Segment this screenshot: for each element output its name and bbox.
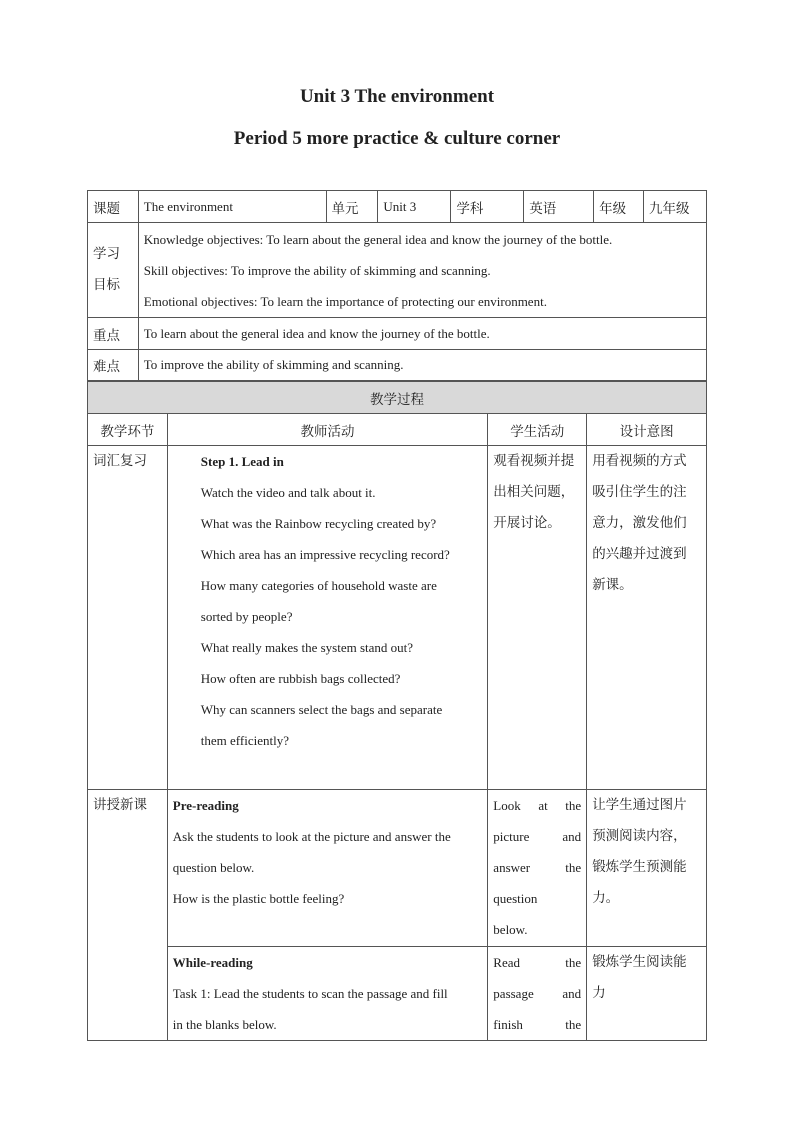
text-line: 开展讨论。 — [493, 515, 561, 531]
text-line — [493, 978, 581, 1009]
teacher-activity-3 — [167, 947, 488, 1041]
text-line: them efficiently? — [200, 733, 289, 748]
stage-vocab-review — [88, 446, 168, 790]
text-line: 的兴趣并过渡到 — [592, 546, 687, 562]
text-line — [493, 914, 581, 945]
page-title: Unit 3 The environment — [299, 86, 495, 107]
page-subtitle: Period 5 more practice & culture corner — [233, 128, 561, 149]
text-line: 预测阅读内容， — [592, 828, 687, 844]
text-line: How is the plastic bottle feeling? — [172, 891, 345, 906]
subject-value: 英语 — [524, 191, 594, 223]
word: Look — [493, 798, 521, 813]
text-line — [493, 883, 581, 914]
text-line: Why can scanners select the bags and separate — [200, 702, 443, 717]
unit-label: 单元 — [326, 191, 378, 223]
design-intent-2 — [587, 790, 707, 947]
process-table — [87, 381, 707, 1041]
student-activity-2 — [488, 790, 587, 947]
difficulty-value: To improve the ability of skimming and scanning. — [138, 350, 706, 381]
text-line: What really makes the system stand out? — [200, 640, 414, 655]
word: and — [562, 986, 582, 1001]
word: the — [565, 798, 582, 813]
objectives-label-line1: 学习 — [93, 246, 120, 262]
text-line: in the blanks below. — [172, 1017, 277, 1032]
teacher-activity-2 — [167, 790, 488, 947]
step-title: Step 1. Lead in — [200, 454, 284, 469]
text-line: 锻炼学生阅读能 — [592, 954, 687, 970]
word: picture — [493, 829, 530, 844]
text-line: Task 1: Lead the students to scan the passage and fill — [172, 986, 448, 1001]
topic-value: The environment — [138, 191, 326, 223]
word: at — [538, 798, 548, 813]
word: below. — [493, 922, 528, 937]
design-intent-1 — [587, 446, 707, 790]
unit-value: Unit 3 — [378, 191, 451, 223]
skill-objective: Skill objectives: To improve the ability of skimming and scanning. — [143, 262, 491, 278]
text-line: 力。 — [592, 890, 620, 906]
text-line — [493, 790, 581, 821]
text-line — [493, 947, 581, 978]
stage-label: 词汇复习 — [93, 453, 147, 469]
text-line: Watch the video and talk about it. — [200, 485, 376, 500]
column-stage: 教学环节 — [88, 414, 168, 446]
text-line: 力 — [592, 985, 606, 1001]
text-line: Which area has an impressive recycling record? — [200, 547, 450, 562]
text-line: 锻炼学生预测能 — [592, 859, 687, 875]
topic-label: 课题 — [88, 191, 139, 223]
text-line: 吸引住学生的注 — [592, 484, 687, 500]
text-line: How many categories of household waste are — [200, 578, 437, 593]
student-lines — [493, 446, 581, 539]
text-line: What was the Rainbow recycling created by? — [200, 516, 437, 531]
emotional-objective: Emotional objectives: To learn the importance of protecting our environment. — [143, 293, 547, 309]
grade-value: 九年级 — [644, 191, 707, 223]
text-line: 意力，激发他们 — [592, 515, 687, 531]
student-activity-3 — [488, 947, 587, 1041]
design-lines — [592, 947, 701, 1009]
objectives-label — [88, 223, 139, 318]
text-line: 用看视频的方式 — [592, 453, 687, 469]
key-point-label: 重点 — [88, 318, 139, 350]
text-line: 观看视频并提 — [493, 453, 575, 469]
word: the — [565, 955, 582, 970]
design-intent-3 — [587, 947, 707, 1041]
design-lines — [592, 790, 701, 914]
stage-new-lesson — [88, 790, 168, 1041]
stage-label: 讲授新课 — [93, 797, 147, 813]
text-line — [493, 852, 581, 883]
word: question — [493, 891, 538, 906]
text-line: Ask the students to look at the picture and answer the — [172, 829, 451, 844]
text-line: 出相关问题， — [493, 484, 575, 500]
teacher-lines — [201, 477, 483, 756]
word: the — [565, 860, 582, 875]
text-line: 让学生通过图片 — [592, 797, 687, 813]
text-line: question below. — [172, 860, 255, 875]
word: Read — [493, 955, 521, 970]
design-lines — [592, 446, 701, 601]
process-heading: 教学过程 — [88, 382, 707, 414]
objectives-content — [138, 223, 706, 318]
info-table — [87, 190, 707, 381]
text-line: How often are rubbish bags collected? — [200, 671, 401, 686]
column-student: 学生活动 — [488, 414, 587, 446]
word: finish — [493, 1017, 523, 1032]
column-teacher: 教师活动 — [167, 414, 488, 446]
objectives-label-line2: 目标 — [93, 277, 120, 293]
text-line — [493, 821, 581, 852]
knowledge-objective: Knowledge objectives: To learn about the general idea and know the journey of the bottle. — [143, 231, 613, 247]
key-point-value: To learn about the general idea and know the journey of the bottle. — [138, 318, 706, 350]
word: passage — [493, 986, 534, 1001]
text-line: sorted by people? — [200, 609, 293, 624]
word: answer — [493, 860, 531, 875]
student-lines — [493, 947, 581, 1040]
student-activity-1 — [488, 446, 587, 790]
difficulty-label: 难点 — [88, 350, 139, 381]
column-design: 设计意图 — [587, 414, 707, 446]
subject-label: 学科 — [451, 191, 524, 223]
teacher-activity-1 — [167, 446, 488, 790]
word: and — [562, 829, 582, 844]
teacher-lines — [173, 821, 483, 914]
word: the — [565, 1017, 582, 1032]
teacher-lines — [173, 978, 483, 1040]
text-line: 新课。 — [592, 577, 633, 593]
grade-label: 年级 — [594, 191, 644, 223]
text-line — [493, 1009, 581, 1040]
student-lines — [493, 790, 581, 945]
while-reading-title: While-reading — [172, 955, 253, 970]
pre-reading-title: Pre-reading — [172, 798, 239, 813]
